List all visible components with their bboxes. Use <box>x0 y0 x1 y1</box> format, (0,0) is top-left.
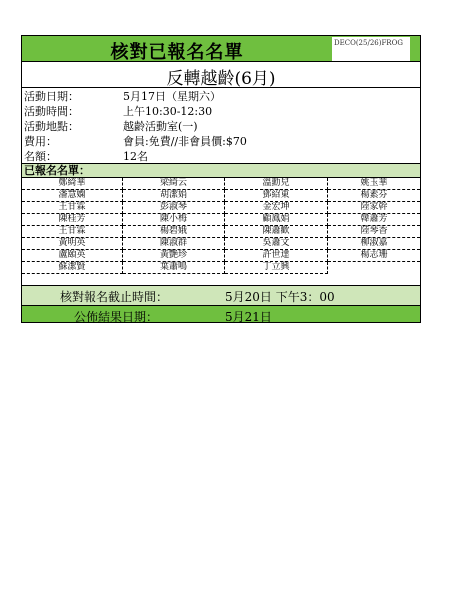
name-cell: 金宏坤 <box>225 202 328 214</box>
name-cell: 韓蕭芳 <box>328 214 421 226</box>
date-label: 活動日期： <box>24 90 79 103</box>
fee-value: 會員:免費//非會員價:$70 <box>123 135 247 148</box>
venue-value: 越齡活動室(一) <box>123 120 198 133</box>
subtitle-bar <box>21 62 421 88</box>
name-cell: 溫勳兒 <box>225 178 328 190</box>
table-row <box>22 262 420 274</box>
name-cell: 鄭綺華 <box>22 178 123 190</box>
announce-bar <box>21 306 421 323</box>
venue-label: 活動地點： <box>24 120 79 133</box>
name-cell: 楊素芬 <box>328 190 421 202</box>
name-cell: 蘇潔賢 <box>22 262 123 274</box>
name-cell: 陳桂芳 <box>22 214 123 226</box>
name-cell: 許世達 <box>225 250 328 262</box>
name-cell: 梁綺云 <box>123 178 225 190</box>
registered-list-heading: 已報名名單： <box>21 164 421 178</box>
time-label: 活動時間： <box>24 105 79 118</box>
name-cell: 王甘霖 <box>22 226 123 238</box>
time-value: 上午10:30-12:30 <box>123 105 213 118</box>
reference-code: DECO(25/26)FROG <box>332 37 410 61</box>
deadline-value: 5月20日 下午3：00 <box>225 290 335 304</box>
name-cell: 姚玉華 <box>328 178 421 190</box>
deadline-bar <box>21 286 421 306</box>
activity-info <box>21 88 421 164</box>
table-row <box>22 214 420 226</box>
announce-label: 公佈結果日期： <box>74 310 159 324</box>
deadline-label: 核對報名截止時間： <box>60 290 169 304</box>
announce-value: 5月21日 <box>225 310 272 324</box>
registered-names <box>21 178 421 286</box>
name-cell: 丁立興 <box>225 262 328 274</box>
name-cell: 潘慧嫻 <box>22 190 123 202</box>
name-cell: 陳小梅 <box>123 214 225 226</box>
table-row <box>22 226 420 238</box>
name-cell: 黃艷珍 <box>123 250 225 262</box>
activity-name: 反轉越齡(6月) <box>166 69 276 89</box>
name-cell: 柳淑嘉 <box>328 238 421 250</box>
table-row <box>22 190 420 202</box>
name-cell: 陸琴香 <box>328 226 421 238</box>
names-table <box>22 178 420 274</box>
name-cell: 王甘霖 <box>22 202 123 214</box>
name-cell: 顧鳳娟 <box>225 214 328 226</box>
registration-sheet <box>21 35 421 323</box>
name-cell: 吳蕭文 <box>225 238 328 250</box>
table-row <box>22 250 420 262</box>
name-cell: 楊志珊 <box>328 250 421 262</box>
name-cell: 盧頤英 <box>22 250 123 262</box>
name-cell: 葉蕭鳴 <box>123 262 225 274</box>
name-cell: 彭淑琴 <box>123 202 225 214</box>
title-bar <box>21 35 421 62</box>
quota-label: 名額： <box>24 150 57 163</box>
name-cell: 黃明英 <box>22 238 123 250</box>
name-cell <box>328 262 421 274</box>
quota-value: 12名 <box>123 150 148 163</box>
name-cell: 鄧紹東 <box>225 190 328 202</box>
name-cell: 陳蕭歡 <box>225 226 328 238</box>
date-value: 5月17日（星期六） <box>123 90 221 103</box>
table-row <box>22 178 420 190</box>
name-cell: 胡潔娟 <box>123 190 225 202</box>
table-row <box>22 202 420 214</box>
fee-label: 費用： <box>24 135 57 148</box>
name-cell: 陸家幹 <box>328 202 421 214</box>
sheet-title: 核對已報名名單 <box>110 42 244 63</box>
name-cell: 陳淑群 <box>123 238 225 250</box>
name-cell: 楊碧娥 <box>123 226 225 238</box>
table-row <box>22 238 420 250</box>
